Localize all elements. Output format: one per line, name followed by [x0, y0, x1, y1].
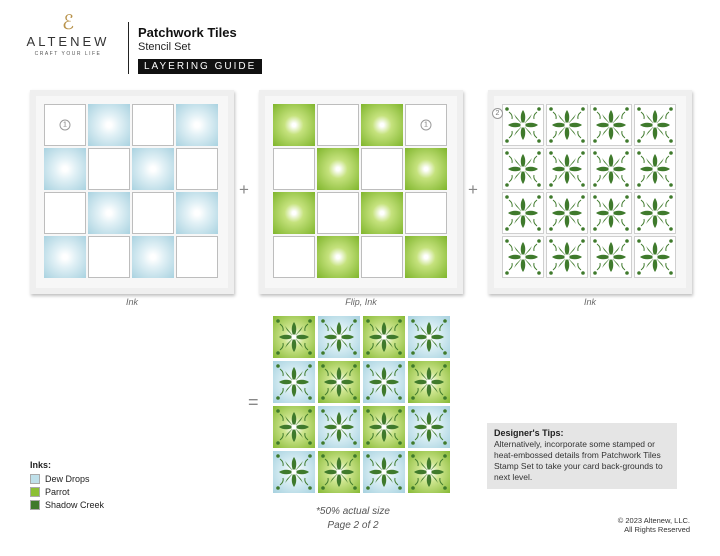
floral-motif-tile	[634, 148, 676, 190]
stencil-blank-cell	[405, 192, 447, 234]
stencil-blank-cell	[44, 192, 86, 234]
floral-motif-tile	[634, 236, 676, 278]
layering-guide-badge: LAYERING GUIDE	[138, 59, 262, 74]
step-2-panel	[259, 90, 463, 294]
logo-wordmark: ALTENEW	[26, 34, 110, 49]
stencil-inked-cell	[405, 148, 447, 190]
floral-motif-tile	[590, 236, 632, 278]
floral-motif-tile	[502, 104, 544, 146]
stencil-blank-cell	[273, 148, 315, 190]
logo-mark: ℰ	[61, 12, 75, 34]
floral-motif-tile	[590, 148, 632, 190]
stencil-blank-cell	[317, 104, 359, 146]
ink-swatch	[30, 474, 40, 484]
plus-operator: +	[468, 180, 478, 199]
plus-operator: +	[239, 180, 249, 199]
stencil-blank-cell	[44, 104, 86, 146]
finished-tile	[318, 316, 360, 358]
stencil-blank-cell	[132, 192, 174, 234]
ink-swatch	[30, 500, 40, 510]
stencil-inked-cell	[88, 192, 130, 234]
page-subtitle: Stencil Set	[138, 41, 191, 53]
step-1-panel	[30, 90, 234, 294]
ink-name: Parrot	[45, 486, 70, 497]
title-block	[138, 25, 262, 74]
step-3-number: 2	[492, 108, 503, 119]
stencil-inked-cell	[273, 104, 315, 146]
stencil-blank-cell	[361, 236, 403, 278]
finished-background-sample	[273, 316, 450, 493]
step-1-caption: Ink	[125, 297, 138, 307]
rights-line: All Rights Reserved	[624, 525, 690, 534]
finished-tile	[273, 361, 315, 403]
finished-tile	[273, 316, 315, 358]
ink-swatch	[30, 487, 40, 497]
equals-operator: =	[248, 392, 259, 412]
ink-name: Shadow Creek	[45, 499, 105, 510]
ink-item	[30, 498, 104, 511]
floral-motif-tile	[546, 192, 588, 234]
logo-tagline: CRAFT YOUR LIFE	[34, 51, 102, 57]
stencil-blank-cell	[88, 148, 130, 190]
size-note	[293, 505, 413, 533]
copyright-line: © 2023 Altenew, LLC.	[617, 516, 690, 525]
tips-heading: Designer's Tips:	[494, 428, 564, 438]
finished-tile	[408, 451, 450, 493]
altenew-logo	[20, 14, 116, 57]
step-2-caption: Flip, Ink	[345, 297, 377, 307]
finished-tile	[318, 406, 360, 448]
page-title: Patchwork Tiles	[138, 25, 237, 40]
floral-motif-tile	[634, 104, 676, 146]
step-1-stencil-grid	[44, 104, 218, 278]
finished-tile	[318, 451, 360, 493]
header-divider	[128, 22, 129, 74]
floral-motif-tile	[590, 192, 632, 234]
inks-heading: Inks:	[30, 460, 52, 470]
step-3-panel	[488, 90, 692, 294]
finished-tile	[408, 361, 450, 403]
ink-item	[30, 485, 104, 498]
stencil-inked-cell	[176, 192, 218, 234]
registration-mark: 1	[60, 120, 71, 131]
finished-tile	[408, 316, 450, 358]
copyright	[618, 516, 690, 534]
finished-tile	[363, 451, 405, 493]
actual-size-note: *50% actual size	[316, 506, 390, 517]
stencil-inked-cell	[361, 192, 403, 234]
tips-body: Alternatively, incorporate some stamped or heat-embossed details from Patchwork Tiles Stamp Set to take your card back-grounds to next level.	[494, 439, 663, 482]
floral-motif-tile	[590, 104, 632, 146]
stencil-blank-cell	[88, 236, 130, 278]
ink-name: Dew Drops	[45, 473, 90, 484]
finished-tile	[408, 406, 450, 448]
stencil-blank-cell	[176, 148, 218, 190]
ink-item	[30, 472, 104, 485]
stencil-inked-cell	[317, 148, 359, 190]
finished-tile	[363, 406, 405, 448]
finished-tile	[273, 451, 315, 493]
stencil-inked-cell	[88, 104, 130, 146]
stencil-blank-cell	[317, 192, 359, 234]
stencil-inked-cell	[361, 104, 403, 146]
stencil-inked-cell	[132, 148, 174, 190]
step-3-caption: Ink	[583, 297, 596, 307]
finished-tile	[363, 316, 405, 358]
finished-tile	[363, 361, 405, 403]
stencil-inked-cell	[44, 236, 86, 278]
stencil-blank-cell	[132, 104, 174, 146]
floral-motif-tile	[502, 148, 544, 190]
page-number: Page 2 of 2	[327, 520, 379, 531]
floral-motif-tile	[634, 192, 676, 234]
stencil-inked-cell	[273, 192, 315, 234]
stencil-inked-cell	[44, 148, 86, 190]
stencil-blank-cell	[176, 236, 218, 278]
stencil-inked-cell	[132, 236, 174, 278]
stencil-inked-cell	[317, 236, 359, 278]
step-3-stencil-grid	[502, 104, 676, 278]
floral-motif-tile	[502, 192, 544, 234]
floral-motif-tile	[546, 104, 588, 146]
floral-motif-tile	[502, 236, 544, 278]
designers-tips-box	[487, 423, 677, 489]
stencil-blank-cell	[405, 104, 447, 146]
floral-motif-tile	[546, 148, 588, 190]
stencil-blank-cell	[361, 148, 403, 190]
inks-legend	[30, 460, 104, 511]
registration-mark: 1	[421, 120, 432, 131]
stencil-blank-cell	[273, 236, 315, 278]
finished-tile	[318, 361, 360, 403]
stencil-inked-cell	[176, 104, 218, 146]
finished-tile	[273, 406, 315, 448]
floral-motif-tile	[546, 236, 588, 278]
stencil-inked-cell	[405, 236, 447, 278]
step-2-stencil-grid	[273, 104, 447, 278]
